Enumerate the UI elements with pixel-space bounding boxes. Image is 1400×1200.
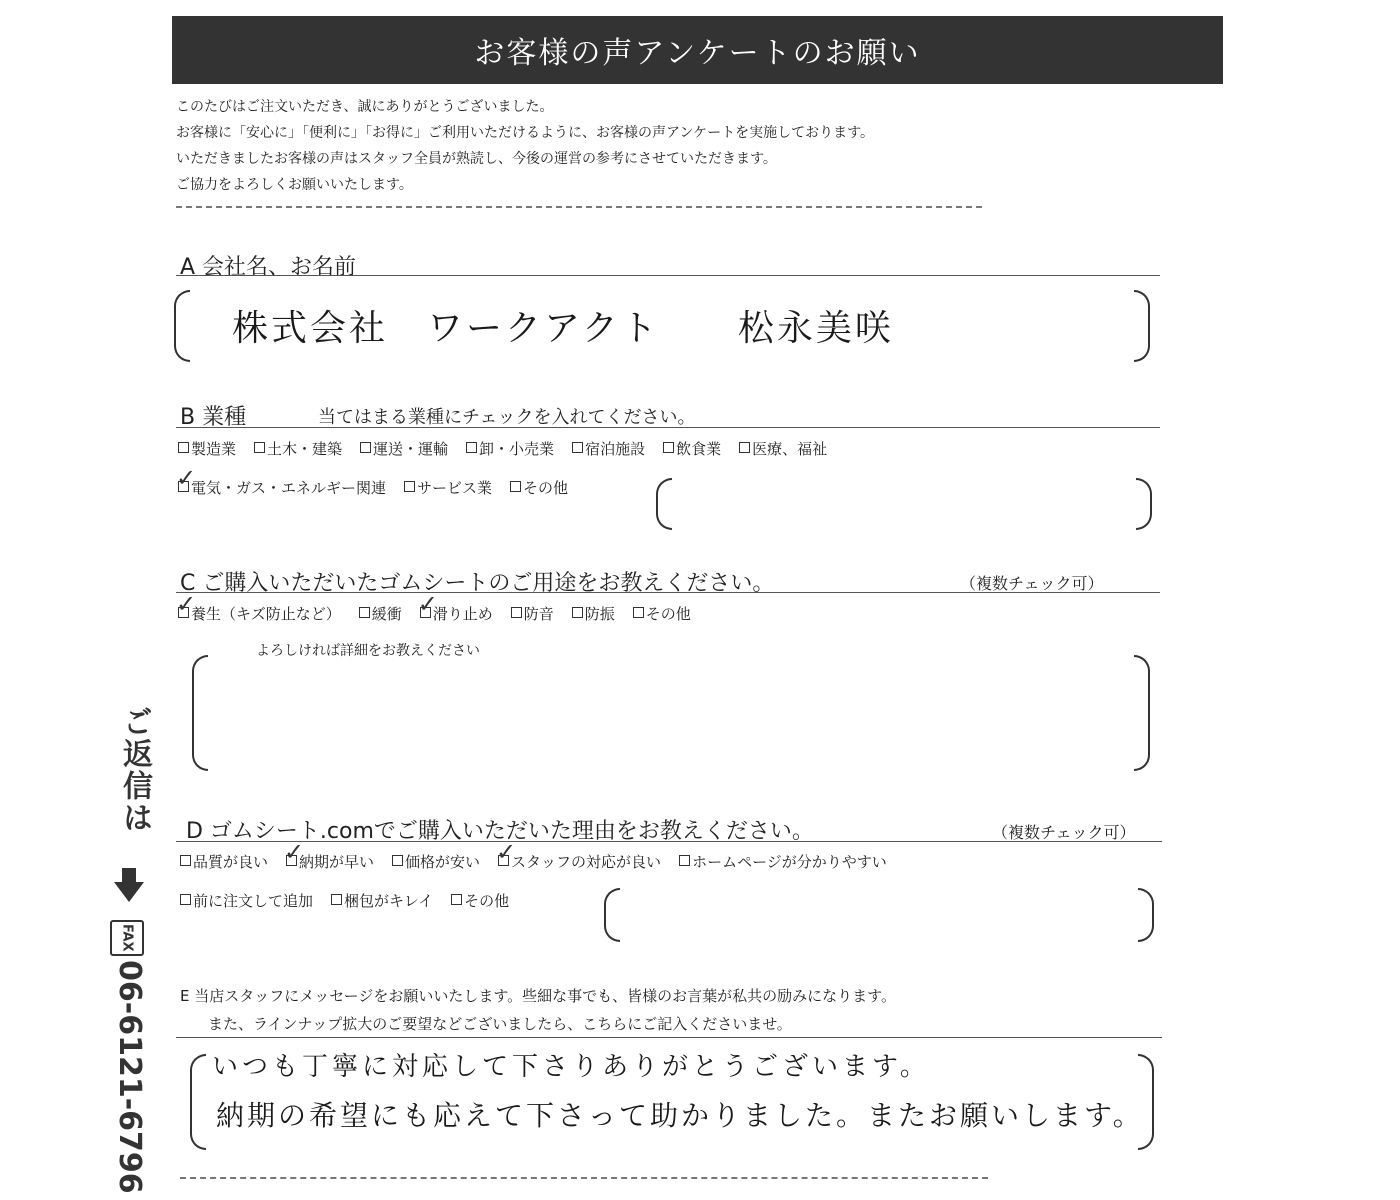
usage-detail-bracket-left bbox=[192, 655, 208, 771]
form-title-bar bbox=[172, 16, 1223, 84]
section-a-rule bbox=[176, 275, 1160, 276]
usage-option[interactable]: 防振 bbox=[572, 603, 615, 624]
checkbox-icon[interactable] bbox=[180, 855, 191, 866]
industry-other-bracket-right bbox=[1136, 478, 1152, 530]
fax-label: FAX bbox=[119, 924, 135, 952]
company-name-answer[interactable]: 株式会社 ワークアクト 松永美咲 bbox=[232, 308, 894, 349]
usage-detail-label: よろしければ詳細をお教えください bbox=[256, 643, 480, 659]
usage-detail-bracket-right bbox=[1134, 655, 1150, 771]
usage-option-antislip[interactable]: ✓ 滑り止め bbox=[420, 603, 493, 624]
arrow-down-icon bbox=[114, 868, 144, 902]
checkbox-icon[interactable] bbox=[663, 442, 674, 453]
section-a-bracket-right bbox=[1134, 290, 1150, 362]
checkbox-icon[interactable] bbox=[404, 481, 415, 492]
intro-text bbox=[176, 94, 874, 198]
reason-option[interactable]: 梱包がキレイ bbox=[331, 890, 433, 911]
reason-option[interactable]: 前に注文して追加 bbox=[180, 890, 313, 911]
checkbox-checked-icon[interactable] bbox=[178, 481, 189, 492]
industry-option[interactable]: サービス業 bbox=[404, 477, 492, 498]
industry-option[interactable]: 土木・建築 bbox=[254, 438, 342, 459]
section-a-title: A 会社名、お名前 bbox=[180, 255, 357, 280]
industry-option[interactable]: 医療、福祉 bbox=[739, 438, 827, 459]
reason-option[interactable]: その他 bbox=[451, 890, 509, 911]
industry-option[interactable]: 飲食業 bbox=[663, 438, 721, 459]
reason-option[interactable]: ホームページが分かりやすい bbox=[679, 851, 887, 872]
checkbox-icon[interactable] bbox=[331, 894, 342, 905]
reason-option-fast-delivery[interactable]: ✓ 納期が早い bbox=[286, 851, 374, 872]
usage-option[interactable]: 防音 bbox=[511, 603, 554, 624]
reason-option[interactable]: 品質が良い bbox=[180, 851, 268, 872]
form-title: お客様の声アンケートのお願い bbox=[474, 36, 921, 71]
fax-number[interactable]: 06-6121-6796 bbox=[112, 960, 147, 1194]
section-e-line2: また、ラインナップ拡大のご要望などございましたら、こちらにご記入くださいませ。 bbox=[208, 1015, 792, 1033]
section-c-note: （複数チェック可） bbox=[960, 574, 1104, 593]
checkbox-icon[interactable] bbox=[466, 442, 477, 453]
message-answer-line2[interactable]: 納期の希望にも応えて下さって助かりました。またお願いします。 bbox=[216, 1099, 1144, 1132]
reason-options-row1 bbox=[180, 851, 905, 872]
usage-option-protection[interactable]: ✓養生（キズ防止など） bbox=[178, 603, 341, 624]
bottom-divider bbox=[180, 1177, 988, 1179]
section-d-rule bbox=[176, 841, 1162, 842]
intro-divider bbox=[176, 206, 982, 208]
industry-options-row1 bbox=[178, 438, 845, 459]
section-e-line1: E 当店スタッフにメッセージをお願いいたします。些細な事でも、皆様のお言葉が私共の励みになります。 bbox=[180, 987, 896, 1005]
checkbox-icon[interactable] bbox=[360, 442, 371, 453]
reason-other-bracket-left bbox=[604, 888, 620, 942]
checkbox-icon[interactable] bbox=[178, 442, 189, 453]
checkbox-checked-icon[interactable] bbox=[286, 855, 297, 866]
checkbox-icon[interactable] bbox=[359, 607, 370, 618]
industry-options-row2 bbox=[178, 477, 586, 498]
checkbox-icon[interactable] bbox=[511, 607, 522, 618]
checkbox-checked-icon[interactable] bbox=[420, 607, 431, 618]
checkbox-checked-icon[interactable] bbox=[498, 855, 509, 866]
section-a-bracket-left bbox=[174, 290, 190, 362]
section-b-title: B 業種 bbox=[180, 405, 247, 430]
checkbox-icon[interactable] bbox=[510, 481, 521, 492]
section-b-subtitle: 当てはまる業種にチェックを入れてください。 bbox=[318, 407, 696, 428]
reason-options-row2 bbox=[180, 890, 527, 911]
intro-line: いただきましたお客様の声はスタッフ全員が熟読し、今後の運営の参考にさせていただきます。 bbox=[176, 151, 777, 167]
usage-option[interactable]: 緩衝 bbox=[359, 603, 402, 624]
intro-line: このたびはご注文いただき、誠にありがとうございました。 bbox=[176, 99, 554, 115]
section-c-rule bbox=[176, 592, 1160, 593]
industry-option[interactable]: 運送・運輸 bbox=[360, 438, 448, 459]
section-d-title: D ゴムシート.comでご購入いただいた理由をお教えください。 bbox=[186, 819, 814, 844]
checkbox-icon[interactable] bbox=[254, 442, 265, 453]
industry-option[interactable]: 宿泊施設 bbox=[572, 438, 645, 459]
section-b-rule bbox=[176, 427, 1160, 428]
checkbox-icon[interactable] bbox=[572, 607, 583, 618]
industry-other-bracket-left bbox=[656, 478, 672, 530]
reason-other-bracket-right bbox=[1138, 888, 1154, 942]
usage-options bbox=[178, 603, 709, 624]
checkbox-icon[interactable] bbox=[180, 894, 191, 905]
intro-line: お客様に「安心に」「便利に」「お得に」ご利用いただけるように、お客様の声アンケートを実施しております。 bbox=[176, 125, 875, 141]
checkbox-icon[interactable] bbox=[633, 607, 644, 618]
message-bracket-left bbox=[190, 1054, 206, 1150]
industry-option[interactable]: 製造業 bbox=[178, 438, 236, 459]
section-c-title: C ご購入いただいたゴムシートのご用途をお教えください。 bbox=[180, 571, 775, 596]
checkbox-icon[interactable] bbox=[679, 855, 690, 866]
intro-line: ご協力をよろしくお願いいたします。 bbox=[176, 177, 413, 193]
checkbox-icon[interactable] bbox=[739, 442, 750, 453]
fax-icon bbox=[110, 920, 144, 956]
checkbox-icon[interactable] bbox=[572, 442, 583, 453]
message-answer-line1[interactable]: いつも丁寧に対応して下さりありがとうございます。 bbox=[212, 1052, 930, 1082]
industry-option-energy[interactable]: ✓電気・ガス・エネルギー関連 bbox=[178, 477, 386, 498]
usage-option[interactable]: その他 bbox=[633, 603, 691, 624]
fax-sidebar bbox=[108, 706, 152, 1194]
industry-option[interactable]: その他 bbox=[510, 477, 568, 498]
section-d-note: （複数チェック可） bbox=[992, 823, 1136, 842]
reason-option-staff[interactable]: ✓ スタッフの対応が良い bbox=[498, 851, 661, 872]
section-e-rule bbox=[176, 1037, 1162, 1038]
checkbox-icon[interactable] bbox=[451, 894, 462, 905]
checkbox-icon[interactable] bbox=[392, 855, 403, 866]
reason-option[interactable]: 価格が安い bbox=[392, 851, 480, 872]
reply-label: ご返信は bbox=[117, 706, 152, 834]
checkbox-checked-icon[interactable] bbox=[178, 607, 189, 618]
industry-option[interactable]: 卸・小売業 bbox=[466, 438, 554, 459]
